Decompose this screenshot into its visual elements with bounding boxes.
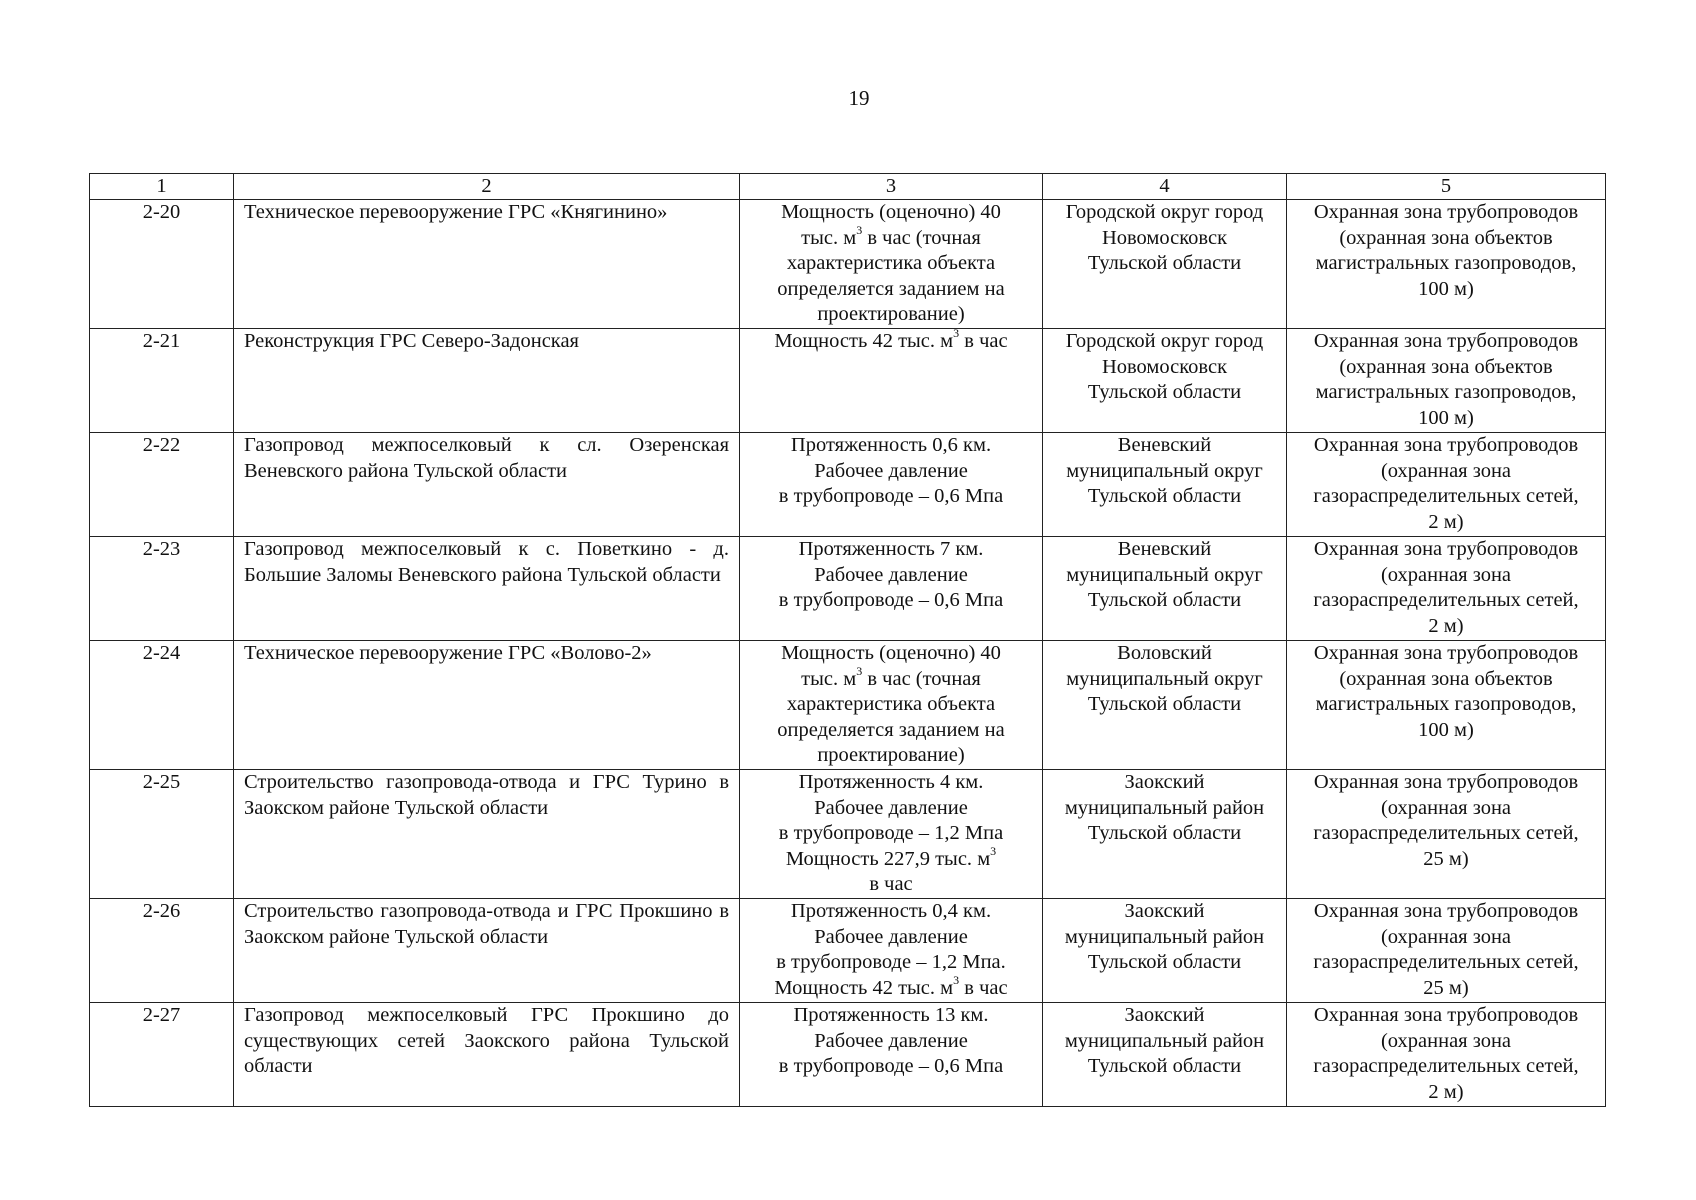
characteristics-line: Мощность 42 тыс. $м^3$ в час bbox=[774, 326, 1008, 352]
row-number: 2-24 bbox=[90, 641, 234, 770]
zone-line: магистральных газопроводов, bbox=[1315, 693, 1577, 715]
characteristics-line: Мощность 42 тыс. $м^3$ в час bbox=[774, 972, 1008, 999]
characteristics-line: в трубопроводе – 1,2 Мпа bbox=[778, 822, 1004, 844]
table-row bbox=[90, 641, 1606, 770]
object-name: Техническое перевооружение ГРС «Волово-2» bbox=[244, 642, 652, 664]
column-header-5: 5 bbox=[1287, 174, 1606, 200]
location-cell bbox=[1043, 433, 1287, 537]
characteristics-line: в трубопроводе – 1,2 Мпа. bbox=[776, 951, 1006, 973]
zone-cell bbox=[1287, 329, 1606, 433]
object-name-cell bbox=[234, 1003, 740, 1107]
characteristics-line: Мощность 227,9 тыс. $м^3$ bbox=[785, 843, 997, 870]
object-name-cell bbox=[234, 200, 740, 329]
location-cell bbox=[1043, 1003, 1287, 1107]
location-cell bbox=[1043, 770, 1287, 899]
zone-line: (охранная зона bbox=[1380, 925, 1512, 948]
column-header-2: 2 bbox=[234, 174, 740, 200]
characteristics-line: тыс. $м^3$ в час (точная bbox=[801, 222, 981, 249]
row-number: 2-26 bbox=[90, 899, 234, 1003]
object-name: Газопровод межпоселковый к с. Поветкино - д. Большие Заломы Веневского района Тульской области bbox=[244, 538, 729, 586]
column-header-4: 4 bbox=[1043, 174, 1287, 200]
table-row bbox=[90, 433, 1606, 537]
characteristics-cell bbox=[740, 899, 1043, 1003]
zone-line: Охранная зона трубопроводов bbox=[1313, 900, 1579, 922]
zone-line: газораспределительных сетей, bbox=[1313, 1055, 1579, 1077]
table-header-row bbox=[90, 174, 1606, 200]
characteristics-line: Протяженность 13 км. bbox=[793, 1004, 989, 1026]
zone-line: 100 м) bbox=[1418, 718, 1474, 741]
zone-line: (охранная зона объектов bbox=[1339, 226, 1553, 249]
zone-line: 100 м) bbox=[1418, 406, 1474, 429]
zone-cell bbox=[1287, 1003, 1606, 1107]
location-line: Новомосковск bbox=[1101, 226, 1228, 249]
location-cell bbox=[1043, 537, 1287, 641]
object-name-cell bbox=[234, 770, 740, 899]
zone-line: газораспределительных сетей, bbox=[1313, 822, 1579, 844]
zone-line: газораспределительных сетей, bbox=[1313, 951, 1579, 973]
characteristics-line: в час bbox=[869, 873, 913, 895]
characteristics-line: Протяженность 4 км. bbox=[798, 771, 984, 793]
row-number: 2-25 bbox=[90, 770, 234, 899]
characteristics-line: Мощность (оценочно) 40 bbox=[781, 642, 1001, 664]
row-number: 2-27 bbox=[90, 1003, 234, 1107]
row-number: 2-23 bbox=[90, 537, 234, 641]
zone-line: газораспределительных сетей, bbox=[1313, 589, 1579, 611]
object-name: Реконструкция ГРС Северо-Задонская bbox=[244, 330, 579, 352]
location-cell bbox=[1043, 200, 1287, 329]
zone-line: Охранная зона трубопроводов bbox=[1313, 538, 1579, 560]
characteristics-line: в трубопроводе – 0,6 Мпа bbox=[778, 1055, 1004, 1077]
location-line: Новомосковск bbox=[1101, 355, 1228, 378]
location-line: Тульской области bbox=[1087, 951, 1242, 973]
location-line: Тульской области bbox=[1087, 693, 1242, 715]
location-line: Веневский bbox=[1117, 538, 1212, 560]
zone-line: (охранная зона bbox=[1380, 563, 1512, 586]
characteristics-line: проектирование) bbox=[817, 744, 965, 766]
zone-line: 25 м) bbox=[1423, 976, 1469, 999]
zone-cell bbox=[1287, 770, 1606, 899]
object-name-cell bbox=[234, 641, 740, 770]
location-line: Заокский bbox=[1124, 771, 1205, 793]
table-row bbox=[90, 200, 1606, 329]
table-row bbox=[90, 1003, 1606, 1107]
characteristics-line: тыс. $м^3$ в час (точная bbox=[801, 663, 981, 690]
zone-line: газораспределительных сетей, bbox=[1313, 485, 1579, 507]
characteristics-cell bbox=[740, 200, 1043, 329]
location-line: муниципальный округ bbox=[1066, 459, 1263, 482]
zone-line: (охранная зона bbox=[1380, 459, 1512, 482]
characteristics-cell bbox=[740, 433, 1043, 537]
characteristics-line: Протяженность 7 км. bbox=[798, 538, 984, 560]
object-name: Газопровод межпоселковый к сл. Озеренская Веневского района Тульской области bbox=[244, 434, 729, 482]
zone-line: (охранная зона bbox=[1380, 796, 1512, 819]
characteristics-cell bbox=[740, 1003, 1043, 1107]
characteristics-line: Рабочее давление bbox=[814, 459, 968, 482]
object-name: Строительство газопровода-отвода и ГРС Турино в Заокском районе Тульской области bbox=[244, 771, 729, 819]
characteristics-line: Мощность (оценочно) 40 bbox=[781, 201, 1001, 223]
zone-line: 2 м) bbox=[1428, 614, 1464, 637]
zone-cell bbox=[1287, 433, 1606, 537]
location-cell bbox=[1043, 899, 1287, 1003]
zone-line: (охранная зона объектов bbox=[1339, 667, 1553, 690]
characteristics-line: проектирование) bbox=[817, 303, 965, 325]
characteristics-line: Рабочее давление bbox=[814, 563, 968, 586]
table-row bbox=[90, 899, 1606, 1003]
zone-cell bbox=[1287, 899, 1606, 1003]
column-header-1: 1 bbox=[90, 174, 234, 200]
location-line: Городской округ город bbox=[1065, 201, 1264, 223]
location-line: Тульской области bbox=[1087, 485, 1242, 507]
object-name: Газопровод межпоселковый ГРС Прокшино до существующих сетей Заокского района Тульской области bbox=[244, 1004, 729, 1077]
characteristics-cell bbox=[740, 326, 1043, 433]
location-cell bbox=[1043, 641, 1287, 770]
characteristics-line: определяется заданием на bbox=[777, 277, 1005, 300]
characteristics-line: Протяженность 0,6 км. bbox=[790, 434, 992, 456]
characteristics-line: Рабочее давление bbox=[814, 925, 968, 948]
object-name-cell bbox=[234, 899, 740, 1003]
location-line: Тульской области bbox=[1087, 589, 1242, 611]
table-body bbox=[90, 200, 1606, 1107]
location-line: Городской округ город bbox=[1065, 330, 1264, 352]
location-line: муниципальный район bbox=[1064, 796, 1265, 819]
zone-line: магистральных газопроводов, bbox=[1315, 381, 1577, 403]
characteristics-line: в трубопроводе – 0,6 Мпа bbox=[778, 485, 1004, 507]
location-line: Тульской области bbox=[1087, 252, 1242, 274]
location-line: муниципальный округ bbox=[1066, 667, 1263, 690]
characteristics-line: характеристика объекта bbox=[786, 693, 996, 715]
location-line: Тульской области bbox=[1087, 822, 1242, 844]
column-header-3: 3 bbox=[740, 174, 1043, 200]
location-cell bbox=[1043, 329, 1287, 433]
location-line: Тульской области bbox=[1087, 381, 1242, 403]
zone-line: Охранная зона трубопроводов bbox=[1313, 201, 1579, 223]
location-line: муниципальный округ bbox=[1066, 563, 1263, 586]
row-number: 2-20 bbox=[90, 200, 234, 329]
row-number: 2-21 bbox=[90, 329, 234, 433]
table-row bbox=[90, 329, 1606, 433]
characteristics-line: в трубопроводе – 0,6 Мпа bbox=[778, 589, 1004, 611]
object-name: Строительство газопровода-отвода и ГРС Прокшино в Заокском районе Тульской области bbox=[244, 900, 729, 948]
location-line: Заокский bbox=[1124, 1004, 1205, 1026]
zone-cell bbox=[1287, 200, 1606, 329]
location-line: Тульской области bbox=[1087, 1055, 1242, 1077]
page-number: 19 bbox=[848, 86, 870, 110]
location-line: муниципальный район bbox=[1064, 1029, 1265, 1052]
zone-line: Охранная зона трубопроводов bbox=[1313, 330, 1579, 352]
zone-line: 2 м) bbox=[1428, 1080, 1464, 1103]
location-line: Веневский bbox=[1117, 434, 1212, 456]
characteristics-line: характеристика объекта bbox=[786, 252, 996, 274]
characteristics-line: определяется заданием на bbox=[777, 718, 1005, 741]
characteristics-cell bbox=[740, 537, 1043, 641]
characteristics-cell bbox=[740, 770, 1043, 899]
zone-cell bbox=[1287, 641, 1606, 770]
characteristics-line: Рабочее давление bbox=[814, 796, 968, 819]
object-name-cell bbox=[234, 329, 740, 433]
zone-line: Охранная зона трубопроводов bbox=[1313, 434, 1579, 456]
zone-line: (охранная зона объектов bbox=[1339, 355, 1553, 378]
zone-line: магистральных газопроводов, bbox=[1315, 252, 1577, 274]
location-line: Заокский bbox=[1124, 900, 1205, 922]
zone-line: (охранная зона bbox=[1380, 1029, 1512, 1052]
object-name-cell bbox=[234, 433, 740, 537]
characteristics-cell bbox=[740, 641, 1043, 770]
table-row bbox=[90, 770, 1606, 899]
table-row bbox=[90, 537, 1606, 641]
characteristics-line: Рабочее давление bbox=[814, 1029, 968, 1052]
location-line: Воловский bbox=[1117, 642, 1212, 664]
zone-line: 100 м) bbox=[1418, 277, 1474, 300]
zone-cell bbox=[1287, 537, 1606, 641]
characteristics-line: Протяженность 0,4 км. bbox=[790, 900, 992, 922]
row-number: 2-22 bbox=[90, 433, 234, 537]
zone-line: 25 м) bbox=[1423, 847, 1469, 870]
zone-line: Охранная зона трубопроводов bbox=[1313, 771, 1579, 793]
object-name: Техническое перевооружение ГРС «Княгинино» bbox=[244, 201, 668, 223]
zone-line: 2 м) bbox=[1428, 510, 1464, 533]
zone-line: Охранная зона трубопроводов bbox=[1313, 1004, 1579, 1026]
location-line: муниципальный район bbox=[1064, 925, 1265, 948]
objects-table bbox=[89, 173, 1606, 1107]
zone-line: Охранная зона трубопроводов bbox=[1313, 642, 1579, 664]
object-name-cell bbox=[234, 537, 740, 641]
